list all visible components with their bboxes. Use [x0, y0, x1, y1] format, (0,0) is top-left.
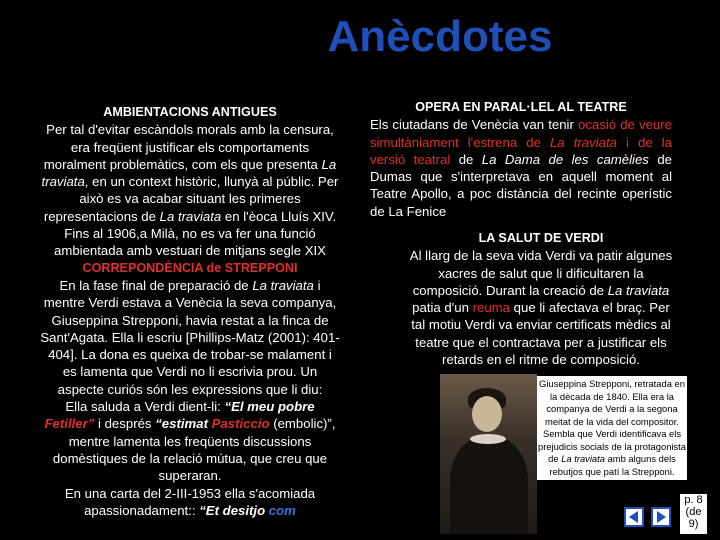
- link-text[interactable]: i de la versió teatral: [370, 134, 672, 167]
- text: , en un context històric, llunyà al públic. Per això es va acabar situant les primeres representacions de: [43, 174, 339, 224]
- text: En una carta del 2-III-1953 ella s'acomiada apassionadament::: [64, 485, 316, 518]
- quote: “El meu pobre: [224, 399, 315, 415]
- arrow-right-icon[interactable]: [653, 509, 669, 525]
- text: patia d'un: [412, 300, 473, 316]
- right-top-column: [370, 99, 672, 220]
- text: En la fase final de preparació de: [59, 277, 253, 293]
- opera-title: La traviata: [607, 282, 670, 298]
- portrait-caption: [537, 376, 687, 480]
- quote: “estimat: [155, 416, 212, 432]
- caption-text: Giuseppina Strepponi, retratada en la dècada de 1840. Ella era la companya de Verdi a la segona meitat de la vida del compositor. Sembla que Verdi identificava els prejudicis socials de la protagonista de: [538, 378, 686, 464]
- heading-correspondencia: CORREPONDÈNCIA de STREPPONI: [82, 260, 298, 275]
- text: Al llarg de la seva vida Verdi va patir algunes xacres de salut que li dificultaren la composició. Durant la creació de: [409, 248, 673, 298]
- portrait-dress: [450, 436, 528, 534]
- portrait-face: [472, 396, 502, 432]
- link-text[interactable]: ocasió de veure simultàniament l'estrena de: [370, 117, 672, 150]
- text: Els ciutadans de Venècia van tenir: [370, 117, 578, 133]
- portrait-collar: [470, 434, 506, 444]
- paragraph-ambientacions: [40, 121, 340, 259]
- opera-title[interactable]: La traviata: [549, 134, 617, 150]
- heading-ambientacions: AMBIENTACIONS ANTIGUES: [103, 105, 277, 119]
- paragraph-salut: [405, 247, 677, 368]
- quote-highlight: Pasticcio: [211, 416, 270, 432]
- text: en l'èoca Lluís XIV. Fins al 1906,a Milà, no es va fer una funció ambientada amb vestuari de mitjans segle XIX: [54, 208, 337, 259]
- prev-button[interactable]: [624, 507, 644, 527]
- quote-highlight: com: [268, 502, 296, 518]
- quote: “Et desitjo: [199, 502, 269, 518]
- caption-text: amb alguns dels rebutjos que patí la Strepponi.: [549, 453, 676, 477]
- opera-title: La traviata: [159, 208, 222, 224]
- page-total: 9): [688, 518, 699, 530]
- page-number: p. 8: [684, 494, 703, 506]
- portrait-strepponi: [440, 374, 537, 534]
- play-title: La Dama de les camèlies: [481, 151, 649, 167]
- arrow-left-icon[interactable]: [626, 509, 642, 525]
- opera-title: La traviata: [252, 277, 314, 293]
- quote-highlight: Fetiller”: [44, 416, 95, 432]
- paragraph-salutacio: [40, 398, 340, 484]
- text: Per tal d'evitar escàndols morals amb la censura, era freqüent justificar els comportaments moralment problemàtics, com els que presenta: [43, 122, 334, 172]
- text: i després: [94, 416, 156, 432]
- left-column: [40, 104, 340, 519]
- text: que li afectava el braç. Per tal motiu Verdi va enviar certificats mèdics al teatre que el contractava per a justificar els retards en el ritme de composició.: [411, 300, 671, 368]
- heading-salut: LA SALUT DE VERDI: [478, 231, 604, 245]
- right-mid-column: [405, 230, 677, 368]
- paragraph-opera-paral-lel: [370, 116, 672, 220]
- text: , mentre lamenta les freqüents discussions domèstiques de la relació mútua, que creu que superaran.: [52, 416, 336, 484]
- link-reuma[interactable]: reuma: [472, 300, 511, 316]
- opera-title: La traviata: [561, 453, 605, 464]
- text: Ella saluda a Verdi dient-li:: [65, 399, 225, 415]
- next-button[interactable]: [651, 507, 671, 527]
- page-total-open: (de: [685, 506, 702, 518]
- page-title: Anècdotes: [327, 12, 553, 61]
- text: (embolic)”: [269, 416, 332, 432]
- page-indicator: [680, 494, 707, 534]
- heading-opera-paral-lel: OPERA EN PARAL·LEL AL TEATRE: [415, 100, 627, 114]
- paragraph-correspondencia: [40, 277, 340, 398]
- paragraph-carta: [40, 485, 340, 520]
- text: de: [450, 151, 482, 167]
- text: de Dumas que s'interpretava en aquell moment al Teatre Apollo, a poc distància del recinte operístic de La Fenice: [370, 151, 672, 219]
- opera-title: La traviata: [41, 156, 337, 190]
- text: i mentre Verdi estava a Venècia la seva companya, Giuseppina Strepponi, havia restat a la finca de Sant'Agata. Ella li escriu [Phillips-Matz (2001): 401-404]. La dona es queixa de trobar-se malament i es lamenta que Verdi no li escrivia prou. Un aspecte curiós són les expressions que li diu:: [40, 277, 340, 397]
